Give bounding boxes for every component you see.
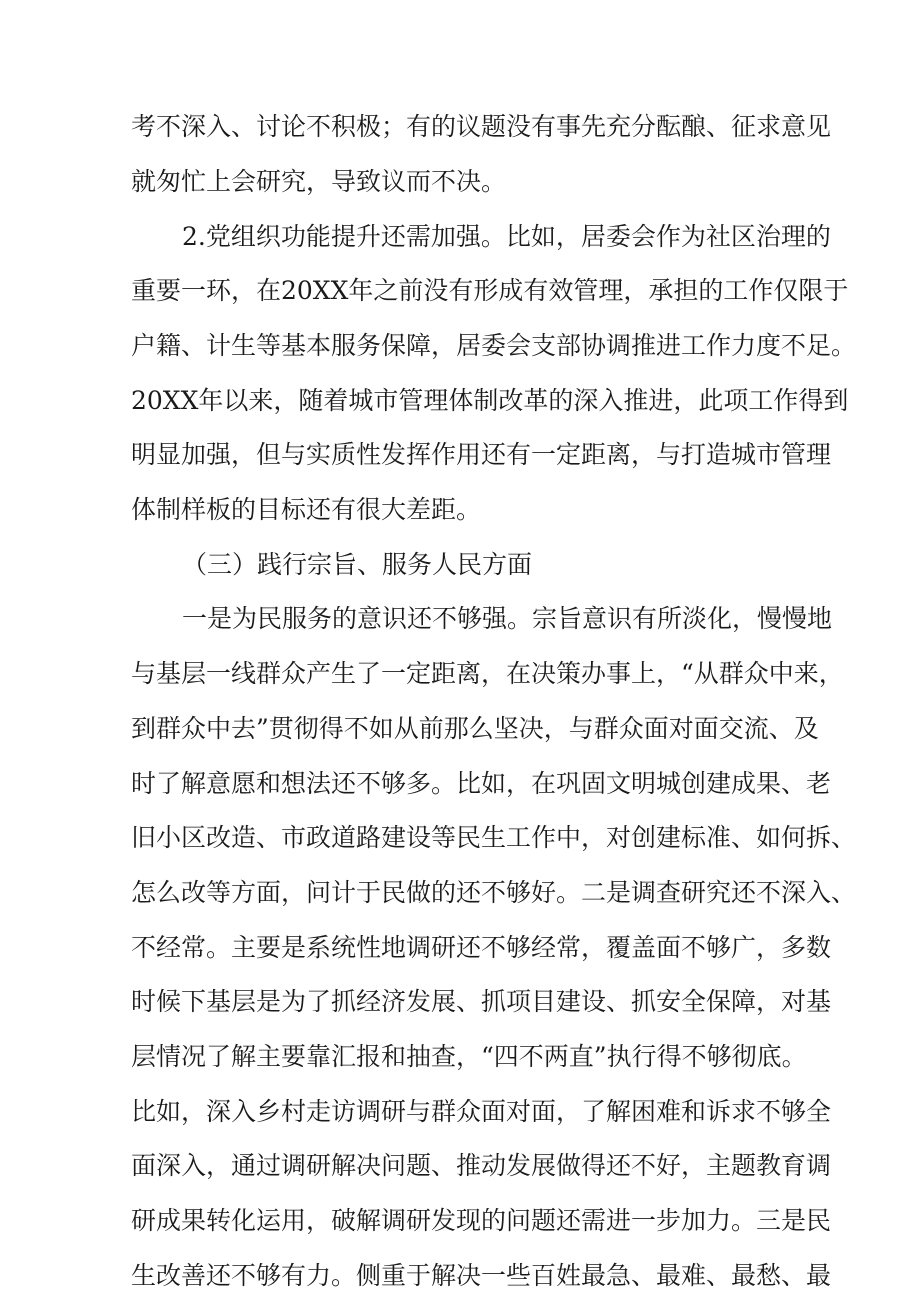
paragraph-line: 重要一环，在20XX年之前没有形成有效管理，承担的工作仅限于 (131, 276, 849, 305)
paragraph-line: 研成果转化运用，破解调研发现的问题还需进一步加力。三是民 (131, 1206, 832, 1235)
paragraph-line: 就匆忙上会研究，导致议而不决。 (131, 167, 507, 196)
section-heading: （三）践行宗旨、服务人民方面 (182, 550, 533, 579)
paragraph-line: 时了解意愿和想法还不够多。比如，在巩固文明城创建成果、老 (131, 769, 832, 798)
paragraph-line: 一是为民服务的意识还不够强。宗旨意识有所淡化，慢慢地 (182, 604, 833, 633)
paragraph-line: 生改善还不够有力。侧重于解决一些百姓最急、最难、最愁、最 (131, 1261, 832, 1290)
paragraph-line: 考不深入、讨论不积极；有的议题没有事先充分酝酿、征求意见 (131, 112, 832, 141)
paragraph-line: 2.党组织功能提升还需加强。比如，居委会作为社区治理的 (182, 222, 831, 251)
paragraph-line: 明显加强，但与实质性发挥作用还有一定距离，与打造城市管理 (131, 440, 832, 469)
paragraph-line: 面深入，通过调研解决问题、推动发展做得还不好，主题教育调 (131, 1151, 832, 1180)
paragraph-line: 比如，深入乡村走访调研与群众面对面，了解困难和诉求不够全 (131, 1097, 832, 1126)
paragraph-line: 体制样板的目标还有很大差距。 (131, 495, 482, 524)
paragraph-line: 怎么改等方面，问计于民做的还不够好。二是调查研究还不深入、 (131, 878, 857, 907)
paragraph-line: 旧小区改造、市政道路建设等民生工作中，对创建标准、如何拆、 (131, 823, 857, 852)
paragraph-line: 层情况了解主要靠汇报和抽查，“四不两直”执行得不够彻底。 (131, 1042, 807, 1071)
paragraph-line: 到群众中去”贯彻得不如从前那么坚决，与群众面对面交流、及 (131, 714, 819, 743)
paragraph-line: 时候下基层是为了抓经济发展、抓项目建设、抓安全保障，对基 (131, 987, 832, 1016)
paragraph-line: 户籍、计生等基本服务保障，居委会支部协调推进工作力度不足。 (131, 331, 857, 360)
paragraph-line: 不经常。主要是系统性地调研还不够经常，覆盖面不够广，多数 (131, 933, 832, 962)
paragraph-line: 20XX年以来，随着城市管理体制改革的深入推进，此项工作得到 (131, 386, 849, 415)
paragraph-line: 与基层一线群众产生了一定距离，在决策办事上，“从群众中来， (131, 659, 844, 688)
